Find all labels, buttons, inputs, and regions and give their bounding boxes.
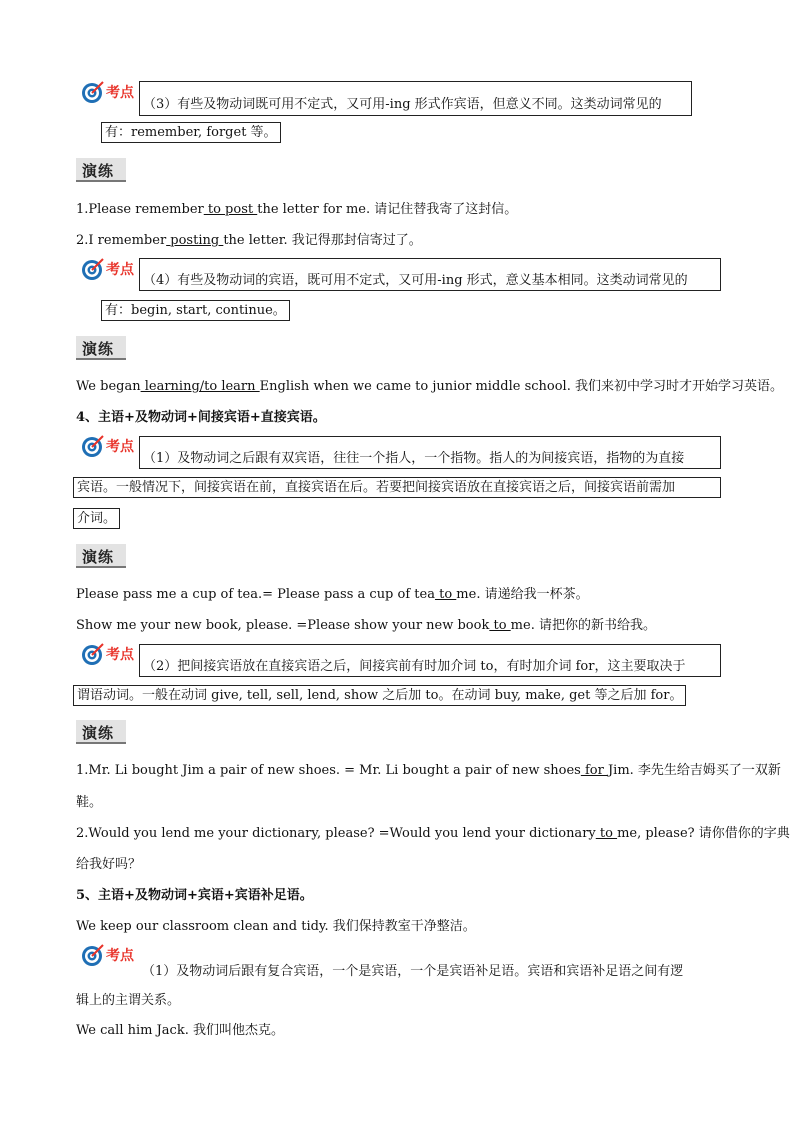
example-line: 1.Please remember to post the letter for me. 请记住替我寄了这封信。 [76,202,518,217]
note-text: （1）及物动词后跟有复合宾语，一个是宾语，一个是宾语补足语。宾语和宾语补足语之间有逻 [142,964,684,979]
note-box-continuation [73,477,721,498]
example-line: We began learning/to learn English when we came to junior middle school. 我们来初中学习时才开始学习英语。 [76,379,783,394]
note-box-continuation [73,685,686,706]
note-box-continuation [73,508,120,529]
section-heading: 4、主语+及物动词+间接宾语+直接宾语。 [76,410,326,425]
answer-blank: to post [203,202,258,217]
note-text: （2）把间接宾语放在直接宾语之后，间接宾前有时加介词 to，有时加介词 for，这主要取决于 [143,659,686,674]
note-text: 介词。 [77,511,117,526]
answer-blank: posting [166,233,224,248]
note-text: （3）有些及物动词既可用不定式，又可用-ing 形式作宾语，但意义不同。这类动词常见的 [143,97,662,112]
kaodian-badge [81,941,141,969]
target-icon [81,80,105,104]
kaodian-badge [81,255,141,283]
kaodian-label: 考点 [106,948,134,964]
target-icon [81,642,105,666]
kaodian-label: 考点 [106,262,134,278]
kaodian-label: 考点 [106,647,134,663]
section-heading: 5、主语+及物动词+宾语+宾语补足语。 [76,888,313,903]
target-icon [81,943,105,967]
note-box-continuation [101,122,281,143]
yanlian-badge [76,544,128,568]
note-text: 有：remember, forget 等。 [105,125,277,140]
kaodian-badge [81,432,141,460]
kaodian-label: 考点 [106,85,134,101]
yanlian-badge [76,336,128,360]
note-box [139,258,721,291]
example-line: 2.I remember posting the letter. 我记得那封信寄过了。 [76,233,422,248]
answer-blank: for [580,763,608,778]
kaodian-badge [81,640,141,668]
note-text: （1）及物动词之后跟有双宾语，往往一个指人，一个指物。指人的为间接宾语，指物的为直接 [143,451,685,466]
note-box [139,644,721,677]
note-text: 谓语动词。一般在动词 give, tell, sell, lend, show 之后加 to。在动词 buy, make, get 等之后加 for。 [77,688,683,703]
target-icon [81,434,105,458]
example-line-continuation: 鞋。 [76,795,103,810]
answer-blank: to [595,826,618,841]
example-line: 2.Would you lend me your dictionary, please? =Would you lend your dictionary to me, please? 请你借你的字典 [76,826,790,841]
note-text: 辑上的主谓关系。 [76,993,181,1008]
answer-blank: to [489,618,511,633]
yanlian-badge [76,720,128,744]
note-box-continuation [101,300,290,321]
yanlian-label: 演练 [82,548,115,566]
kaodian-label: 考点 [106,439,134,455]
yanlian-badge [76,158,128,182]
example-line: Show me your new book, please. =Please show your new book to me. 请把你的新书给我。 [76,618,656,633]
yanlian-label: 演练 [82,340,115,358]
note-box [139,81,692,116]
note-text: 有：begin, start, continue。 [105,303,286,318]
example-line-continuation: 给我好吗？ [76,857,142,872]
example-line: We call him Jack. 我们叫他杰克。 [76,1023,284,1038]
note-box [139,436,721,469]
answer-blank: learning/to learn [140,379,260,394]
example-line: Please pass me a cup of tea.= Please pass a cup of tea to me. 请递给我一杯茶。 [76,587,589,602]
yanlian-label: 演练 [82,162,115,180]
target-icon [81,257,105,281]
answer-blank: to [434,587,457,602]
note-text: 宾语。一般情况下，间接宾语在前，直接宾语在后。若要把间接宾语放在直接宾语之后，间接宾语前需加 [77,480,676,495]
example-line: 1.Mr. Li bought Jim a pair of new shoes. = Mr. Li bought a pair of new shoes for Jim. 李先生给吉姆买了一双新 [76,763,781,778]
kaodian-badge [81,78,141,106]
example-line: We keep our classroom clean and tidy. 我们保持教室干净整洁。 [76,919,476,934]
yanlian-label: 演练 [82,724,115,742]
note-text: （4）有些及物动词的宾语，既可用不定式，又可用-ing 形式，意义基本相同。这类动词常见的 [143,273,688,288]
